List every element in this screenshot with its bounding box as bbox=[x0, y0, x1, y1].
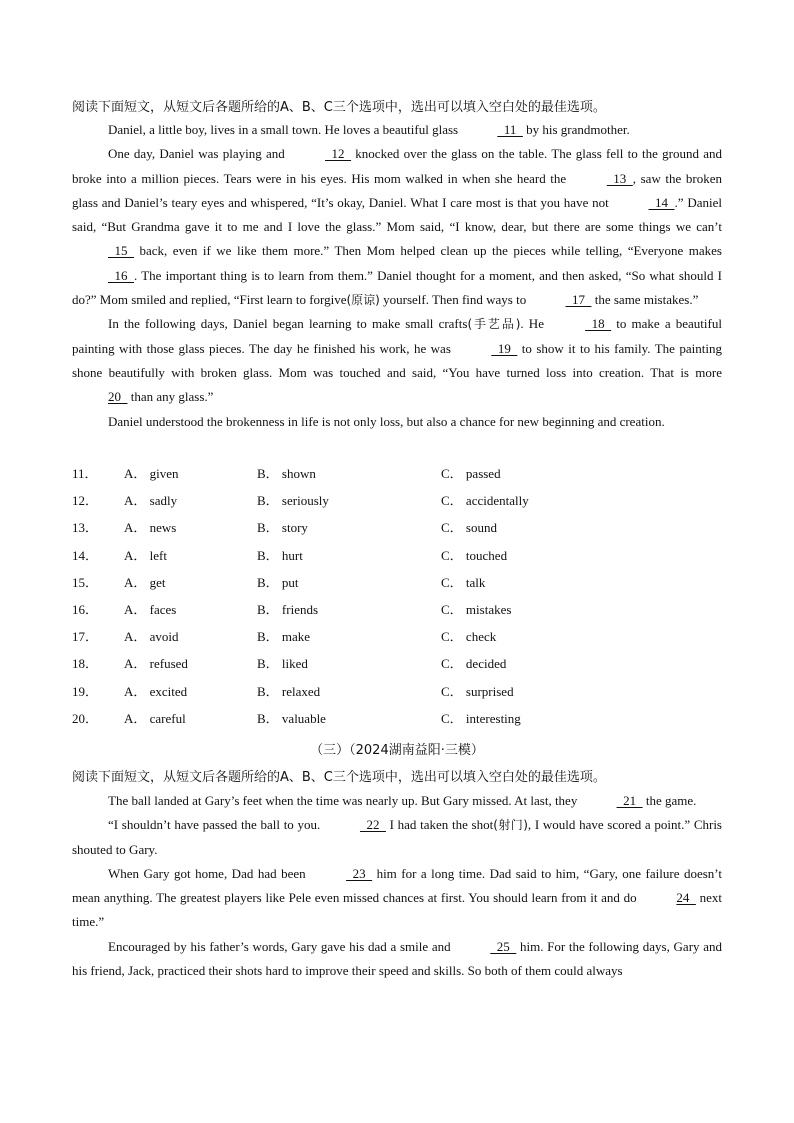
option-c[interactable]: C． passed bbox=[441, 466, 501, 481]
blank-14: 14 bbox=[648, 194, 675, 210]
passage-1-paragraph-1: Daniel, a little boy, lives in a small town. He loves a beautiful glass 11 by his grandmother. bbox=[72, 118, 722, 142]
option-c[interactable]: C． touched bbox=[441, 547, 508, 563]
option-b[interactable]: B． hurt bbox=[257, 547, 303, 563]
option-b[interactable]: B． shown bbox=[257, 466, 316, 481]
passage-2-paragraph-4: Encouraged by his father’s words, Gary gave his dad a smile and 25 him. For the following days, Gary and his friend, Jack, practiced their shots hard to improve their speed and skills. So both of them could always bbox=[72, 935, 722, 984]
option-a[interactable]: A． refused bbox=[124, 656, 188, 672]
option-a[interactable]: A． sadly bbox=[124, 493, 178, 509]
blank-15: 15 bbox=[108, 243, 134, 259]
option-b[interactable]: B． story bbox=[257, 520, 308, 536]
passage-1 bbox=[72, 118, 722, 434]
option-b[interactable]: B． put bbox=[257, 574, 299, 590]
option-a[interactable]: A． left bbox=[124, 547, 167, 563]
option-c[interactable]: C． surprised bbox=[441, 683, 514, 699]
passage-2 bbox=[72, 789, 722, 983]
instruction-1: 阅读下面短文，从短文后各题所给的A、B、C三个选项中，选出可以填入空白处的最佳选项。 bbox=[72, 100, 606, 115]
option-c[interactable]: C． interesting bbox=[441, 710, 521, 726]
option-b[interactable]: B． valuable bbox=[257, 710, 326, 726]
option-a[interactable]: A． excited bbox=[124, 683, 188, 699]
blank-12: 12 bbox=[325, 146, 352, 162]
option-row: 16． A． faces B． friends C． mistakes bbox=[72, 599, 722, 626]
options-list bbox=[72, 463, 722, 735]
option-c[interactable]: C． talk bbox=[441, 574, 486, 590]
option-c[interactable]: C． accidentally bbox=[441, 493, 529, 509]
chinese-gloss: (原谅) bbox=[346, 293, 380, 308]
option-c[interactable]: C． mistakes bbox=[441, 601, 512, 617]
option-c[interactable]: C． decided bbox=[441, 656, 507, 672]
option-row: 12． A． sadly B． seriously C． accidentally bbox=[72, 490, 722, 517]
option-a[interactable]: A． faces bbox=[124, 601, 177, 617]
blank-23: 23 bbox=[346, 865, 373, 881]
option-a[interactable]: A． careful bbox=[124, 710, 186, 726]
instruction-2: 阅读下面短文，从短文后各题所给的A、B、C三个选项中，选出可以填入空白处的最佳选项。 bbox=[72, 770, 606, 785]
passage-2-paragraph-2: “I shouldn’t have passed the ball to you. 22 I had taken the shot(射门), I would have scored a point.” Chris shouted to Gary. bbox=[72, 813, 722, 862]
passage-1-paragraph-3: In the following days, Daniel began learning to make small crafts(手艺品). He 18 to make a beautiful painting with those glass pieces. The day he finished his work, he was 19 to show it to his family. The painting shone beautifully with broken glass. Mom was touched and said, “You have turned loss into creation. That is more 20 than any glass.” bbox=[72, 312, 722, 409]
option-row: 20． A． careful B． valuable C． interesting bbox=[72, 708, 722, 735]
section-title: （三）（2024湖南益阳·三模） bbox=[310, 743, 484, 758]
chinese-gloss: (射门) bbox=[493, 818, 528, 833]
option-row: 18． A． refused B． liked C． decided bbox=[72, 653, 722, 680]
option-c[interactable]: C． check bbox=[441, 629, 497, 645]
blank-13: 13 bbox=[606, 170, 633, 186]
blank-25: 25 bbox=[490, 938, 517, 954]
blank-11: 11 bbox=[497, 122, 523, 137]
passage-2-paragraph-1: The ball landed at Gary’s feet when the time was nearly up. But Gary missed. At last, they 21 the game. bbox=[72, 789, 722, 813]
option-row: 11． A． given B． shown C． passed bbox=[72, 463, 722, 490]
option-b[interactable]: B． make bbox=[257, 629, 311, 645]
blank-20: 20 bbox=[108, 389, 128, 405]
option-b[interactable]: B． friends bbox=[257, 601, 319, 617]
option-a[interactable]: A． avoid bbox=[124, 629, 179, 645]
passage-1-paragraph-2: One day, Daniel was playing and 12 knocked over the glass on the table. The glass fell to the ground and broke into a million pieces. Tears were in his eyes. His mom walked in when she heard the 13 , saw the broken glass and Daniel’s teary eyes and whispered, “It’s okay, Daniel. What I care most is that you have not 14 .” Daniel said, “But Grandma gave it to me and I love the glass.” Mom said, “I know, dear, but there are some things we can’t 15 back, even if we like them more.” Then Mom helped clean up the pieces while telling, “Everyone makes 16 . The important thing is to learn from them.” Daniel thought for a moment, and then asked, “So what should I do?” Mom smiled and replied, “First learn to forgive(原谅) yourself. Then find ways to 17 the same mistakes.” bbox=[72, 142, 722, 312]
passage-1-paragraph-4: Daniel understood the brokenness in life is not only loss, but also a chance for new beginning and creation. bbox=[108, 413, 665, 429]
option-a[interactable]: A． given bbox=[124, 466, 179, 481]
option-b[interactable]: B． liked bbox=[257, 656, 308, 672]
option-c[interactable]: C． sound bbox=[441, 520, 497, 536]
option-a[interactable]: A． news bbox=[124, 520, 177, 536]
blank-19: 19 bbox=[491, 340, 518, 356]
blank-16: 16 bbox=[108, 267, 134, 283]
option-row: 13． A． news B． story C． sound bbox=[72, 517, 722, 544]
option-row: 15． A． get B． put C． talk bbox=[72, 572, 722, 599]
blank-22: 22 bbox=[359, 817, 386, 833]
option-row: 19． A． excited B． relaxed C． surprised bbox=[72, 681, 722, 708]
option-a[interactable]: A． get bbox=[124, 574, 166, 590]
blank-17: 17 bbox=[565, 292, 592, 308]
chinese-gloss: (手艺品) bbox=[467, 317, 521, 332]
passage-2-paragraph-3: When Gary got home, Dad had been 23 him for a long time. Dad said to him, “Gary, one failure doesn’t mean anything. The greatest players like Pele even missed chances at first. You should learn from it and do 24 next time.” bbox=[72, 862, 722, 935]
option-b[interactable]: B． seriously bbox=[257, 493, 329, 509]
option-row: 14． A． left B． hurt C． touched bbox=[72, 545, 722, 572]
blank-18: 18 bbox=[585, 316, 612, 332]
option-b[interactable]: B． relaxed bbox=[257, 683, 321, 699]
option-row: 17． A． avoid B． make C． check bbox=[72, 626, 722, 653]
blank-24: 24 bbox=[676, 890, 696, 906]
blank-21: 21 bbox=[616, 793, 643, 808]
